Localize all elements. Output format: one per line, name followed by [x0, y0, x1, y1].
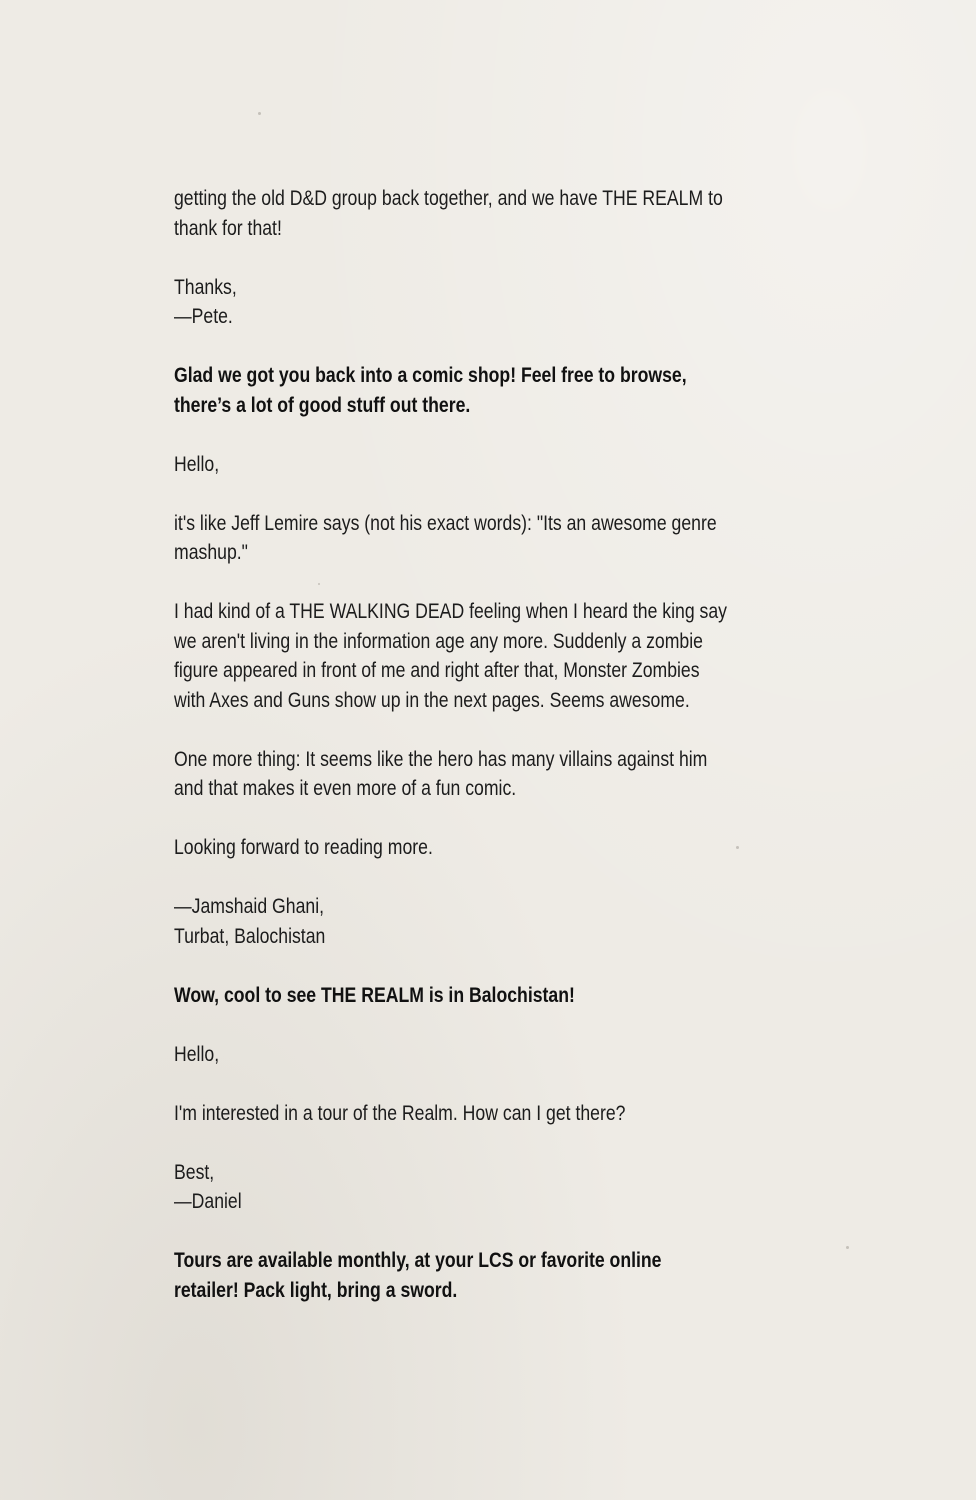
text-line: Glad we got you back into a comic shop! Feel free to browse,	[174, 364, 687, 387]
signature-location: Turbat, Balochistan	[174, 924, 326, 948]
text-line: retailer! Pack light, bring a sword.	[174, 1278, 458, 1302]
text-line: and that makes it even more of a fun comic.	[174, 777, 517, 800]
signature: —Pete.	[174, 305, 233, 328]
paper-speck	[846, 1246, 849, 1249]
text-line: there’s a lot of good stuff out there.	[174, 393, 471, 417]
text-line: One more thing: It seems like the hero has many villains against him	[174, 747, 708, 771]
text-line: Best,	[174, 1160, 215, 1184]
text-line: Wow, cool to see THE REALM is in Balochistan!	[174, 983, 575, 1007]
text-line: thank for that!	[174, 216, 282, 240]
text-line: Tours are available monthly, at your LCS or favorite online	[174, 1249, 662, 1272]
text-line: Thanks,	[174, 275, 237, 299]
letter-daniel	[174, 1040, 802, 1306]
letters-column	[174, 184, 802, 1335]
editor-reply	[174, 361, 802, 420]
text-line: we aren't living in the information age any more. Suddenly a zombie	[174, 629, 703, 653]
letter-body	[174, 509, 802, 568]
letter-body	[174, 1099, 802, 1129]
letter-jamshaid	[174, 450, 802, 1011]
text-line: with Axes and Guns show up in the next pages. Seems awesome.	[174, 688, 690, 712]
letter-signoff	[174, 273, 802, 332]
text-line: Hello,	[174, 1042, 220, 1066]
letter-body	[174, 833, 802, 863]
paper-speck	[258, 112, 261, 115]
letter-body	[174, 184, 802, 243]
text-line: I'm interested in a tour of the Realm. How can I get there?	[174, 1101, 626, 1125]
editor-reply	[174, 1246, 802, 1305]
letter-body	[174, 745, 802, 804]
letter-signoff	[174, 1158, 802, 1217]
letter-body	[174, 597, 802, 715]
letter-signoff	[174, 892, 802, 951]
letter-pete	[174, 184, 802, 420]
text-line: it's like Jeff Lemire says (not his exact words): "Its an awesome genre	[174, 511, 717, 535]
signature: —Daniel	[174, 1190, 242, 1213]
signature: —Jamshaid Ghani,	[174, 895, 325, 918]
text-line: Looking forward to reading more.	[174, 836, 433, 859]
editor-reply	[174, 981, 802, 1011]
letter-greeting	[174, 1040, 802, 1070]
text-line: Hello,	[174, 452, 220, 476]
text-line: getting the old D&D group back together, and we have THE REALM to	[174, 187, 723, 210]
text-line: I had kind of a THE WALKING DEAD feeling when I heard the king say	[174, 600, 728, 623]
text-line: mashup."	[174, 541, 248, 564]
text-line: figure appeared in front of me and right after that, Monster Zombies	[174, 659, 700, 682]
letter-greeting	[174, 450, 802, 480]
